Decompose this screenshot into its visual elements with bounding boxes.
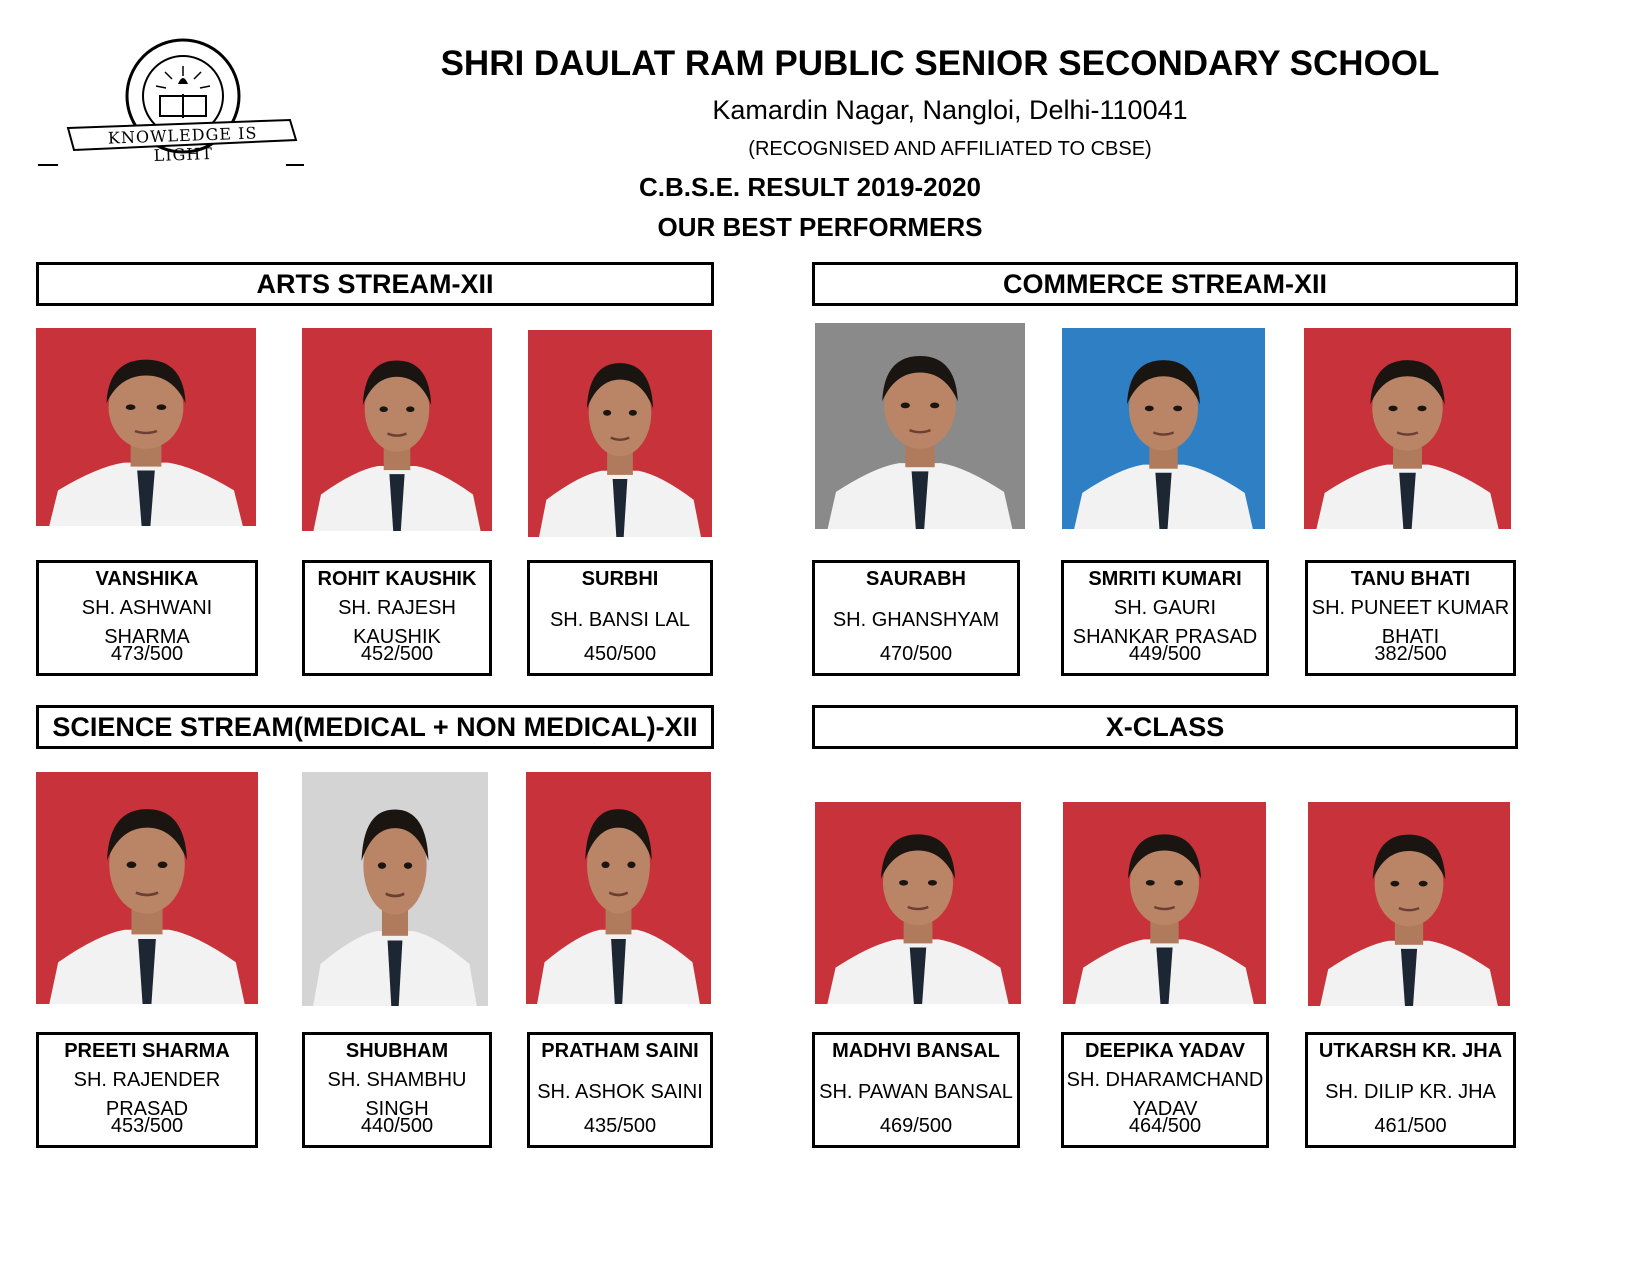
parent-name: SH. ASHWANI SHARMA (81, 597, 213, 648)
student-photo (815, 802, 1021, 1004)
student-photo (36, 328, 256, 526)
student-name: SAURABH (866, 568, 966, 590)
student-photo (302, 328, 492, 531)
student-name: DEEPIKA YADAV (1084, 1040, 1246, 1062)
parent-name: SH. RAJENDER PRASAD (73, 1069, 221, 1120)
student-marks: 449/500 (1128, 643, 1202, 665)
parent-name: SH. PAWAN BANSAL (819, 1081, 1013, 1103)
school-name: SHRI DAULAT RAM PUBLIC SENIOR SECONDARY SCHOOL (440, 44, 1440, 83)
student-marks: 452/500 (360, 643, 434, 665)
parent-name: SH. BANSI LAL (549, 609, 691, 631)
logo-motto: KNOWLEDGE IS LIGHT (107, 123, 258, 166)
student-marks: 382/500 (1374, 643, 1447, 665)
student-name: PREETI SHARMA (64, 1040, 230, 1062)
student-name: VANSHIKA (95, 568, 199, 590)
page-subtitle: OUR BEST PERFORMERS (657, 212, 983, 242)
student-photo (302, 772, 488, 1006)
parent-name: SH. GAURI SHANKAR PRASAD (1072, 597, 1258, 648)
student-card (302, 1032, 492, 1148)
student-card (1061, 560, 1269, 676)
student-marks: 440/500 (360, 1115, 434, 1137)
student-card (36, 560, 258, 676)
student-card (1305, 560, 1516, 676)
student-marks: 450/500 (583, 643, 657, 665)
student-photo (1063, 802, 1266, 1004)
student-photo (1062, 328, 1265, 529)
student-card (1305, 1032, 1516, 1148)
student-name: MADHVI BANSAL (832, 1040, 1000, 1062)
student-name: ROHIT KAUSHIK (317, 568, 477, 590)
student-card (302, 560, 492, 676)
section-title-arts: ARTS STREAM-XII (36, 262, 714, 306)
school-logo (60, 36, 320, 166)
student-photo (1308, 802, 1510, 1006)
student-card (812, 560, 1020, 676)
logo-right-rule (286, 164, 304, 166)
student-marks: 461/500 (1374, 1115, 1447, 1137)
result-title: C.B.S.E. RESULT 2019-2020 (639, 172, 981, 202)
parent-name: SH. RAJESH KAUSHIK (338, 597, 456, 648)
school-address: Kamardin Nagar, Nangloi, Delhi-110041 (712, 95, 1188, 125)
student-card (527, 560, 713, 676)
student-name: SURBHI (581, 568, 659, 590)
logo-left-rule (38, 164, 58, 166)
student-name: TANU BHATI (1350, 568, 1471, 590)
parent-name: SH. SHAMBHU SINGH (327, 1069, 467, 1120)
student-photo (528, 330, 712, 537)
parent-name: SH. DHARAMCHAND YADAV (1066, 1069, 1264, 1120)
student-marks: 453/500 (110, 1115, 184, 1137)
student-card (527, 1032, 713, 1148)
section-title-x-class: X-CLASS (812, 705, 1518, 749)
section-title-science: SCIENCE STREAM(MEDICAL + NON MEDICAL)-XII (36, 705, 714, 749)
parent-name: SH. GHANSHYAM (832, 609, 1000, 631)
student-marks: 435/500 (583, 1115, 657, 1137)
affiliation-note: (RECOGNISED AND AFFILIATED TO CBSE) (748, 138, 1152, 160)
student-marks: 470/500 (879, 643, 953, 665)
student-name: SMRITI KUMARI (1088, 568, 1242, 590)
student-card (812, 1032, 1020, 1148)
student-photo (1304, 328, 1511, 529)
section-title-commerce: COMMERCE STREAM-XII (812, 262, 1518, 306)
student-marks: 473/500 (110, 643, 184, 665)
student-marks: 469/500 (879, 1115, 953, 1137)
student-name: SHUBHAM (345, 1040, 449, 1062)
student-card (36, 1032, 258, 1148)
student-photo (526, 772, 711, 1004)
student-photo (815, 323, 1025, 529)
student-photo (36, 772, 258, 1004)
student-name: UTKARSH KR. JHA (1318, 1040, 1503, 1062)
parent-name: SH. ASHOK SAINI (537, 1081, 703, 1103)
student-card (1061, 1032, 1269, 1148)
parent-name: SH. PUNEET KUMAR BHATI (1311, 597, 1510, 648)
parent-name: SH. DILIP KR. JHA (1325, 1081, 1496, 1103)
student-marks: 464/500 (1128, 1115, 1202, 1137)
student-name: PRATHAM SAINI (541, 1040, 699, 1062)
